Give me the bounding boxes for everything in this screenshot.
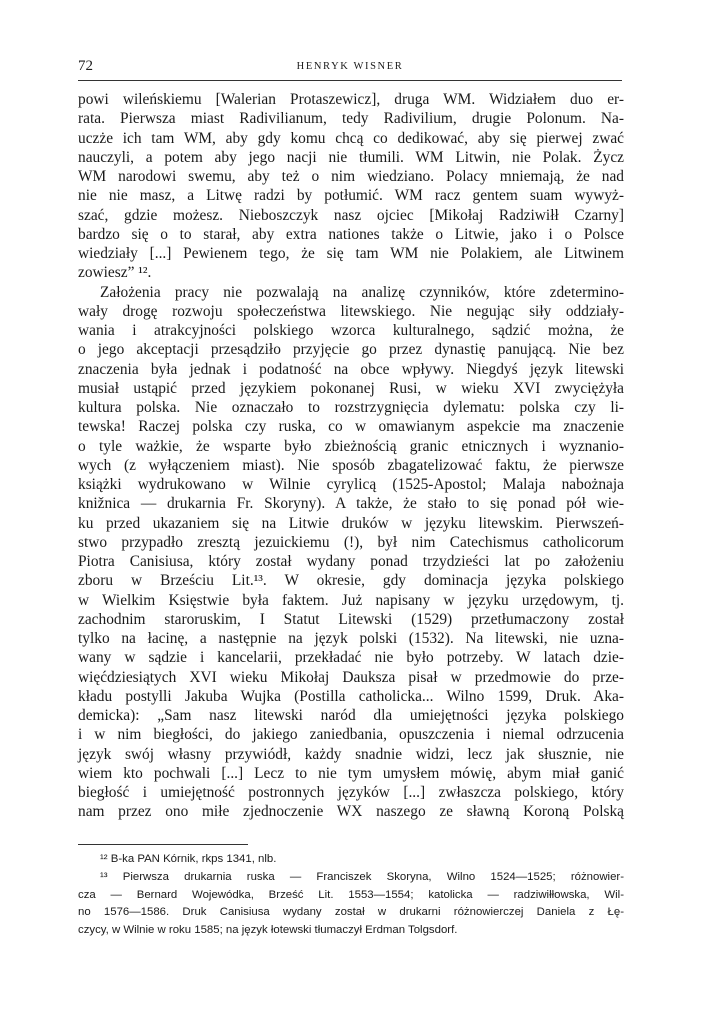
body-line: stwo przypadło zresztą jezuickiemu (!), był nim Catechismus catholicorum bbox=[78, 533, 624, 551]
body-line: zowiesz” ¹². bbox=[78, 264, 152, 282]
body-line: knižnica — drukarnia Fr. Skoryny). A także, że stało to się ponad pół wie- bbox=[78, 495, 624, 513]
body-line: i w nim biegłości, do jakiego zaniedbania, opuszczenia i niemal odrzucenia bbox=[78, 726, 624, 744]
body-line: szać, gdzie możesz. Nieboszczyk nasz ojciec [Mikołaj Radziwiłł Czarny] bbox=[78, 206, 624, 224]
body-line: nam przez ono miłe zjednoczenie WX naszego ze sławną Koroną Polską bbox=[78, 803, 624, 821]
body-line: wiedziały [...] Pewienem tego, że się tam WM nie Polakiem, ale Litwinem bbox=[78, 245, 624, 262]
body-line: biegłość i umiejętność postronnych języków [...] zwłaszcza polskiego, który bbox=[78, 784, 624, 801]
body-line: WM narodowi swemu, aby też o nim wiedziano. Polacy mniemają, że nad bbox=[78, 168, 624, 185]
footnote-line: ¹³ Pierwsza drukarnia ruska — Franciszek Skoryna, Wilno 1524—1525; różnowier- bbox=[100, 870, 624, 883]
body-line: tewska! Raczej polska czy ruska, co w omawianym aspekcie ma znaczenie bbox=[78, 418, 624, 436]
body-line: kultura polska. Nie oznaczało to rozstrzygnięcia dylematu: polska czy li- bbox=[78, 399, 624, 416]
running-head: HENRYK WISNER bbox=[296, 61, 404, 72]
body-line: Założenia pracy nie pozwalają na analizę czynników, które zdetermino- bbox=[100, 283, 624, 301]
footnote-line: no 1576—1586. Druk Canisiusa wydany został w drukarni różnowierczej Daniela z Łę- bbox=[78, 906, 624, 919]
body-line: zachodnim staroruskim, I Statut Litewski (1529) przetłumaczony został bbox=[78, 610, 624, 628]
body-line: bardzo się o to starał, aby extra nationes także o Litwie, jako i o Polsce bbox=[78, 225, 624, 243]
body-line: o jego akceptacji przesądziło przyjęcie go przez dynastię panującą. Nie bez bbox=[78, 341, 624, 359]
footnotes bbox=[78, 851, 624, 940]
body-line: wych (z wyłączeniem miast). Nie sposób zbagatelizować faktu, że pierwsze bbox=[78, 456, 624, 474]
page-number: 72 bbox=[78, 58, 93, 74]
header-rule bbox=[78, 80, 622, 81]
body-line: powi wileńskiemu [Walerian Protaszewicz], druga WM. Widziałem duo er- bbox=[78, 91, 624, 108]
body-line: zboru w Brześciu Lit.¹³. W okresie, gdy dominacja języka polskiego bbox=[78, 572, 624, 590]
body-line: Piotra Canisiusa, który został wydany ponad trzydzieści lat po założeniu bbox=[78, 553, 624, 570]
page-header bbox=[78, 58, 622, 80]
body-line: wany w sądzie i kancelarii, przekładać nie było potrzeby. W latach dzie- bbox=[78, 649, 624, 667]
body-line: wiem kto pochwali [...] Lecz to nie tym umysłem mówię, abym miał ganić bbox=[78, 764, 624, 782]
body-text bbox=[78, 90, 624, 822]
footnote-line: czycy, w Wilnie w roku 1585; na język łotewski tłumaczył Erdman Tolgsdorf. bbox=[78, 924, 458, 937]
body-line: demicka): „Sam nasz litewski naród dla umiejętności języka polskiego bbox=[78, 707, 624, 724]
body-line: język swój własny przywiódł, każdy snadnie widzi, lecz jak słusznie, nie bbox=[78, 745, 624, 763]
body-line: uczże ich tam WM, aby gdy komu chcą co dedikować, aby się pierwej zwać bbox=[78, 129, 624, 147]
body-line: ku przed ukazaniem się na Litwie druków w języku litewskim. Pierwszeń- bbox=[78, 514, 624, 532]
body-line: o tyle ważkie, że wsparte było zbieżnością granic etnicznych i wyznanio- bbox=[78, 437, 624, 455]
body-line: kładu postylli Jakuba Wujka (Postilla catholicka... Wilno 1599, Druk. Aka- bbox=[78, 687, 624, 705]
body-line: wania i atrakcyjności polskiego wzorca kulturalnego, sądzić można, że bbox=[78, 322, 624, 339]
body-line: musiał ustąpić przed językiem pokonanej Rusi, w wieku XVI zwyciężyła bbox=[78, 379, 624, 397]
body-line: w Wielkim Księstwie była faktem. Już napisany w języku urzędowym, tj. bbox=[78, 591, 624, 609]
body-line: wały drogę rozwoju społeczeństwa litewskiego. Nie negując siły oddziały- bbox=[78, 302, 624, 320]
body-line: rata. Pierwsza miast Radivilianum, tedy Radivilium, drugie Polonum. Na- bbox=[78, 110, 624, 128]
body-line: więćdziesiątych XVI wieku Mikołaj Dauksza pisał w przedmowie do prze- bbox=[78, 668, 624, 686]
footnote-line: cza — Bernard Wojewódka, Brześć Lit. 1553—1554; katolicka — radziwiłłowska, Wil- bbox=[78, 888, 624, 901]
footnote-separator bbox=[78, 844, 248, 845]
body-line: znaczenia była jednak i podatność na obce wpływy. Niegdyś język litewski bbox=[78, 360, 624, 378]
body-line: książki wydrukowano w Wilnie cyrylicą (1525-Apostol; Malaja nabożnaja bbox=[78, 476, 624, 493]
footnote-line: ¹² B-ka PAN Kórnik, rkps 1341, nlb. bbox=[100, 853, 277, 865]
body-line: tylko na łacinę, a następnie na język polski (1532). Na litewski, nie uzna- bbox=[78, 630, 624, 647]
body-line: nauczyli, a potem aby jego nacji nie tłumili. WM Litwin, nie Polak. Życz bbox=[78, 148, 624, 166]
body-line: nie nie masz, a Litwę radzi by potłumić. WM racz gentem suam wywyż- bbox=[78, 187, 624, 205]
